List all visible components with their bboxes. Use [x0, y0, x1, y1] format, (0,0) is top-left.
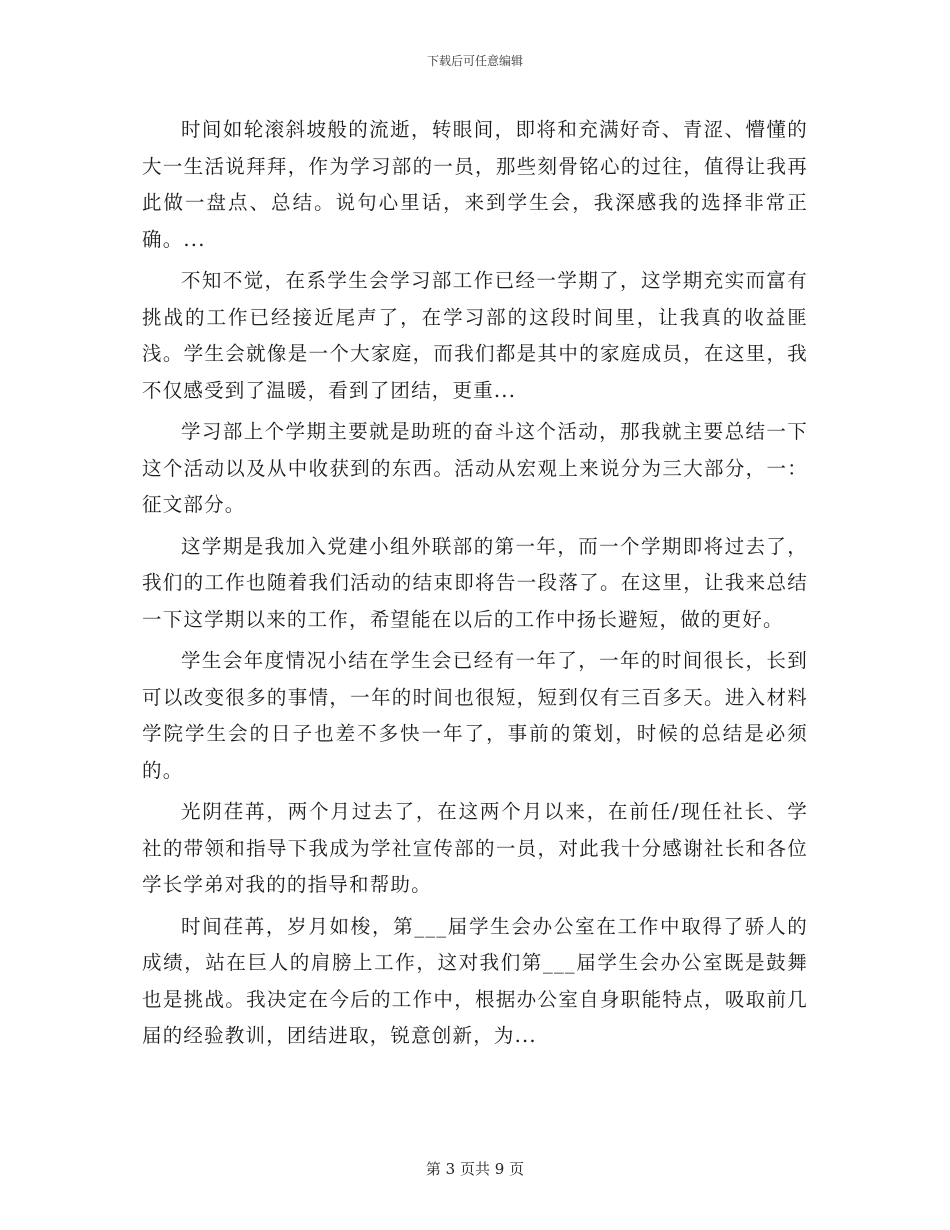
- paragraph-1: 时间如轮滚斜坡般的流逝，转眼间，即将和充满好奇、青涩、懵懂的大一生活说拜拜，作为学习部的一员，那些刻骨铭心的过往，值得让我再此做一盘点、总结。说句心里话，来到学生会，我深感我的选择非常正确。...: [142, 118, 808, 251]
- paragraph-4: 这学期是我加入党建小组外联部的第一年，而一个学期即将过去了，我们的工作也随着我们活动的结束即将告一段落了。在这里，让我来总结一下这学期以来的工作，希望能在以后的工作中扬长避短，做的更好。: [142, 534, 808, 631]
- paragraph-3: 学习部上个学期主要就是助班的奋斗这个活动，那我就主要总结一下这个活动以及从中收获到的东西。活动从宏观上来说分为三大部分，一：征文部分。: [142, 420, 808, 516]
- page-number: 第 3 页共 9 页: [425, 1160, 525, 1178]
- paragraph-2: 不知不觉，在系学生会学习部工作已经一学期了，这学期充实而富有挑战的工作已经接近尾声了，在学习部的这段时间里，让我真的收益匪浅。学生会就像是一个大家庭，而我们都是其中的家庭成员，在这里，我不仅感受到了温暖，看到了团结，更重...: [142, 269, 808, 402]
- paragraph-5: 学生会年度情况小结在学生会已经有一年了，一年的时间很长，长到可以改变很多的事情，一年的时间也很短，短到仅有三百多天。进入材料学院学生会的日子也差不多快一年了，事前的策划，时候的总结是必须的。: [142, 649, 808, 782]
- page-header-note: 下载后可任意编辑: [426, 54, 523, 68]
- document-body: [142, 112, 808, 1060]
- paragraph-6: 光阴荏苒，两个月过去了，在这两个月以来，在前任/现任社长、学社的带领和指导下我成为学社宣传部的一员，对此我十分感谢社长和各位学长学弟对我的的指导和帮助。: [142, 800, 808, 896]
- paragraph-7: 时间荏苒，岁月如梭，第___届学生会办公室在工作中取得了骄人的成绩，站在巨人的肩膀上工作，这对我们第___届学生会办公室既是鼓舞也是挑战。我决定在今后的工作中，根据办公室自身职能特点，吸取前几届的经验教训，团结进取，锐意创新，为...: [142, 914, 808, 1047]
